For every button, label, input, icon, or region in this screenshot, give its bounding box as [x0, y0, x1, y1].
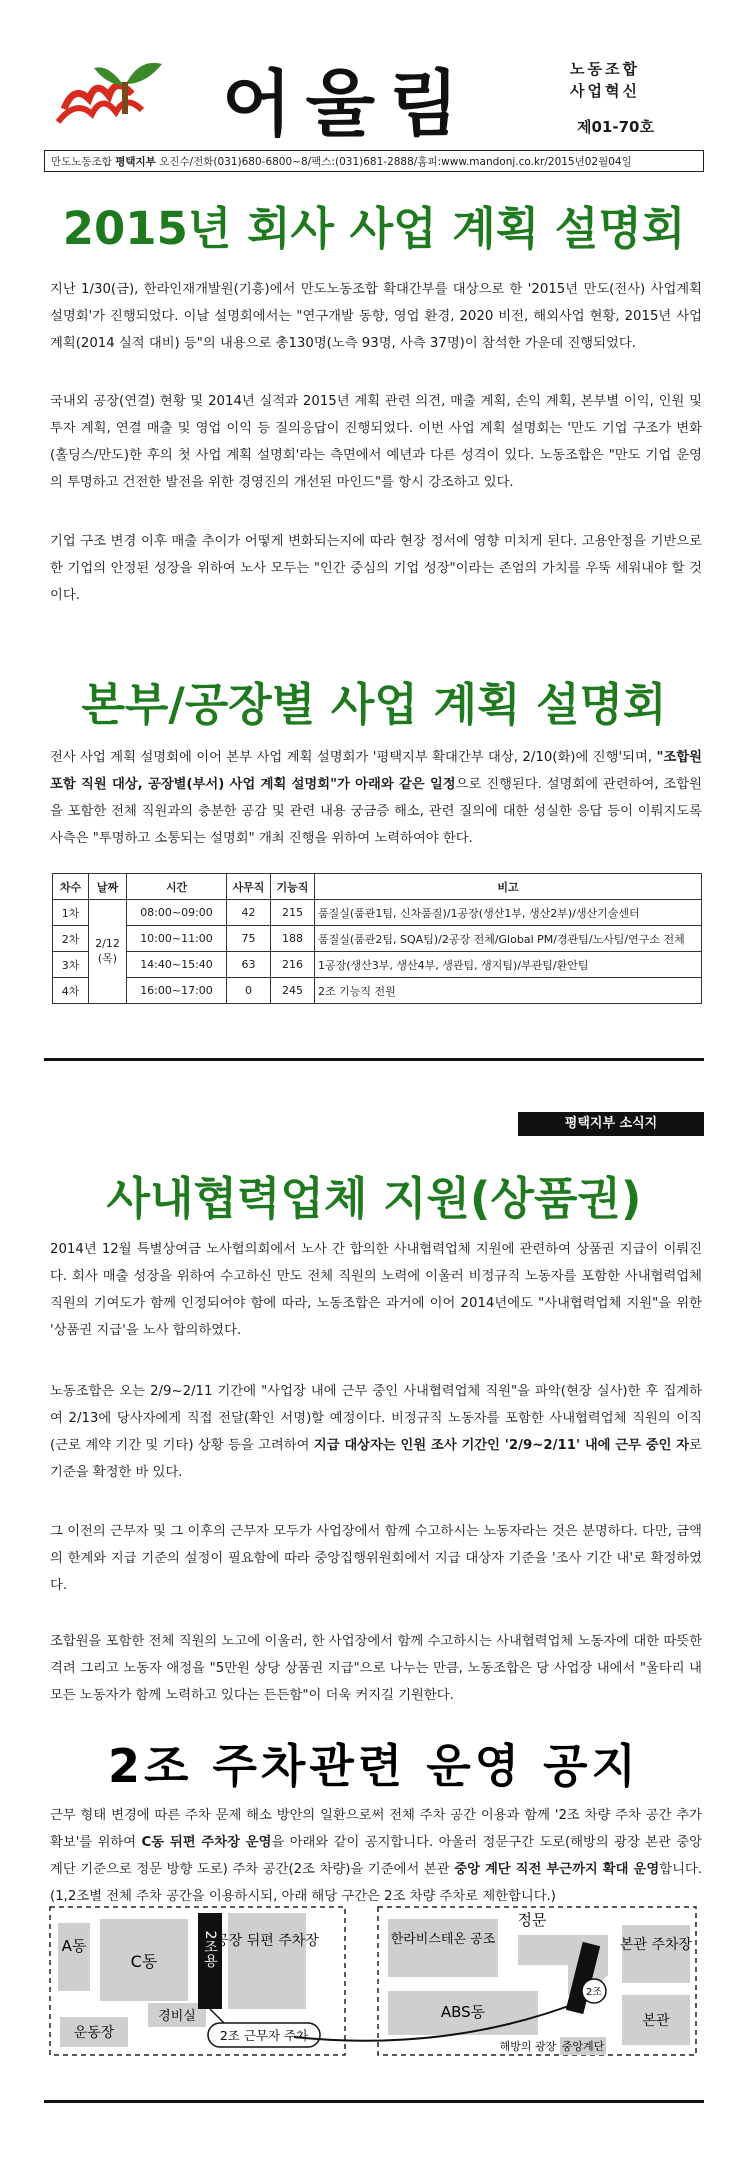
- article4-text-e: 합니다. (1,2조별 전체 주차 공간을 이용하시되, 아래 해당 구간은 2조 차량 주차로 제한합니다.): [50, 1862, 702, 1904]
- cell-note: 품질실(품관1팀, 신차품질)/1공장(생산1부, 생산2부)/생산기술센터: [315, 900, 702, 926]
- cell-tech: 216: [271, 952, 315, 978]
- cell-note: 품질실(품관2팀, SQA팀)/2공장 전체/Global PM/경관팀/노사팀/연구소 전체: [315, 926, 702, 952]
- cell-tech: 215: [271, 900, 315, 926]
- schedule-table: [52, 873, 702, 1004]
- cell-round: 2차: [53, 926, 89, 952]
- col-header-tech: 기능직: [271, 874, 315, 900]
- col-header-office: 사무직: [227, 874, 271, 900]
- factory-back-parking: [228, 1913, 306, 2009]
- a-dong-label: A동: [61, 1937, 87, 1955]
- col-header-date: 날짜: [89, 874, 127, 900]
- cell-office: 42: [227, 900, 271, 926]
- halla-building: [388, 1919, 498, 1977]
- branch-name: 평택지부: [115, 156, 156, 168]
- article1-paragraph-1: 지난 1/30(금), 한라인재개발원(기흥)에서 만도노동조합 확대간부를 대상으로 한 '2015년 만도(전사) 사업계획 설명회'가 진행되었다. 이날 설명회에서는 "연구개발 동향, 영업 환경, 2020 비전, 해외사업 현황, 2015년 사업 계획(2014 실적 대비) 등"의 내용으로 총130명(노측 93명, 사측 37명)이 참석한 가운데 진행되었다.: [50, 282, 702, 351]
- article3-paragraph-2: [50, 1378, 702, 1486]
- article2-text-a: 전사 사업 계획 설명회에 이어 본부 사업 계획 설명회가 '평택지부 확대간부 대상, 2/10(화)에 진행'되며,: [50, 750, 657, 765]
- article1-paragraph-3: 기업 구조 변경 이후 매출 추이가 어떻게 변화되는지에 따라 현장 정서에 영향 미치게 된다. 고용안정을 기반으로 한 기업의 안정된 성장을 위하여 노사 모두는 "인간 중심의 기업 성장"이라는 존엄의 가치를 우뚝 세워내야 할 것이다.: [50, 534, 702, 603]
- callout-label: 2조 근무자 주차: [219, 2028, 309, 2043]
- article4-text-a: 근무 형태 변경에 따른 주차 문제 해소 방안의 일환으로써 전체 주차 공간 이용과 함께 '2조 차량 주차 공간 추가 확보'를 위하여: [50, 1808, 702, 1850]
- hq-parking: [622, 1925, 690, 1983]
- article3-paragraph-3: 그 이전의 근무자 및 그 이후의 근무자 모두가 사업장에서 함께 수고하시는 노동자라는 것은 분명하다. 다만, 금액의 한계와 지급 기준의 설정이 필요함에 따라 중앙집행위원회에서 지급 대상자 기준을 '조사 기간 내'로 확정하였다.: [50, 1524, 702, 1593]
- section-badge: 평택지부 소식지: [518, 1112, 704, 1136]
- table-row: [53, 952, 702, 978]
- article3-text-a: 노동조합은 오는 2/9~2/11 기간에 "사업장 내에 근무 중인 사내협력업체 직원"을 파악(현장 실사)한 후 집계하여 2/13에 당사자에게 직접 전달(확인 서명)할 예정이다. 비정규직 노동자를 포함한 사내협력업체 직원의 이직(근로 계약 기간 및 기타) 상황 등을 고려하여: [50, 1384, 702, 1453]
- factory-back-label: 공장 뒤편 주차장: [215, 1933, 319, 1949]
- article1-paragraph-2: 국내외 공장(연결) 현황 및 2014년 실적과 2015년 계획 관련 의견, 매출 계획, 손익 계획, 본부별 이익, 인원 및 투자 계획, 연결 매출 및 영업 이익 등 질의응답이 진행되었다. 이번 사업 계획 설명회는 '만도 기업 구조가 변화(홀딩스/만도)한 후의 첫 사업 계획 설명회'라는 측면에서 예년과 다른 성격이 있다. 노동조합은 "만도 기업 운영의 투명하고 건전한 발전을 위한 경영진의 개선된 마인드"를 항시 강조하고 있다.: [50, 394, 702, 490]
- masthead: [42, 40, 702, 146]
- article3-paragraph-4: 조합원을 포함한 전체 직원의 노고에 이울러, 한 사업장에서 함께 수고하시는 사내협력업체 노동자에 대한 따뜻한 격려 그리고 노동자 애정을 "5만원 상당 상품권 지급"으로 나누는 만큼, 노동조합은 당 사업장 내에서 "울타리 내 모든 노동자가 함께 노력하고 있다는 든든함"이 더욱 커지길 기원한다.: [50, 1634, 702, 1703]
- halla-label: 한라비스테온 공조: [390, 1932, 496, 1947]
- col-header-note: 비고: [315, 874, 702, 900]
- article3-paragraph-1: 2014년 12월 특별상여금 노사협의회에서 노사 간 합의한 사내협력업체 지원에 관련하여 상품권 지급이 이뤄진다. 회사 매출 성장을 위하여 수고하신 만도 전체 직원의 노력에 이울러 비정규직 노동자를 포함한 사내협력업체 직원의 기여도가 함께 인정되어야 함에 따라, 노동조합은 과거에 이어 2014년에도 "사내협력업체 지원"을 위한 '상품권 지급'을 노사 합의하였다.: [50, 1242, 702, 1338]
- hq-label: 본관: [642, 2013, 670, 2029]
- cell-office: 0: [227, 978, 271, 1004]
- issue-number: 제01-70호: [577, 118, 654, 136]
- article3-text-bold: 지급 대상자는 인원 조사 기간인 '2/9~2/11' 내에 근무 중인 자: [313, 1438, 690, 1453]
- union-logo: [54, 54, 174, 134]
- cell-round: 3차: [53, 952, 89, 978]
- cell-round: 4차: [53, 978, 89, 1004]
- col-header-time: 시간: [127, 874, 227, 900]
- col-header-round: 차수: [53, 874, 89, 900]
- cell-tech: 245: [271, 978, 315, 1004]
- cell-date: [89, 900, 127, 1004]
- article4-headline: 2조 주차관련 운영 공지: [108, 1739, 640, 1793]
- a-dong-building: [58, 1923, 90, 1991]
- plaza-label: 해방의 광장: [499, 2040, 557, 2053]
- cell-note: 2조 기능직 전원: [315, 978, 702, 1004]
- union-name: 만도노동조합: [51, 156, 112, 168]
- date-day: (목): [97, 952, 118, 965]
- table-row: [53, 926, 702, 952]
- newsletter-title: 어울림: [222, 62, 473, 146]
- contact-info: 오진수/전화(031)680-6800~8/팩스:(031)681-2888/홈피:www.mandonj.co.kr/2015년02월04일: [159, 156, 632, 168]
- cell-office: 75: [227, 926, 271, 952]
- two-jo-marker-label: 2조: [585, 1987, 603, 1998]
- article4-text-c: 을 아래와 같이 공지합니다. 아울러 정문구간 도로(해방의 광장 본관 중앙 계단 기준으로 정문 방향 도로) 주차 공간(2조 차량)을 기준에서 본관: [50, 1835, 702, 1877]
- cell-round: 1차: [53, 900, 89, 926]
- date-value: 2/12: [95, 937, 120, 950]
- article3-text-c: 로 기준을 확정한 바 있다.: [50, 1438, 702, 1480]
- parking-map: [48, 1905, 700, 2057]
- section-divider: [44, 1058, 704, 1061]
- masthead-subtitle-2: 사업혁신: [570, 82, 640, 100]
- cell-time: 10:00~11:00: [127, 926, 227, 952]
- central-stairs-label: 중앙계단: [561, 2040, 605, 2053]
- cell-time: 14:40~15:40: [127, 952, 227, 978]
- cell-tech: 188: [271, 926, 315, 952]
- article2-headline: 본부/공장별 사업 계획 설명회: [81, 678, 667, 731]
- footer-divider: [44, 2100, 704, 2103]
- callout-pointer: [210, 2009, 224, 2023]
- article4-text-bold-1: C동 뒤편 주차장 운영: [141, 1835, 272, 1850]
- abs-label: ABS동: [440, 2003, 486, 2021]
- table-row: [53, 978, 702, 1004]
- cell-time: 16:00~17:00: [127, 978, 227, 1004]
- article3-headline: 사내협력업체 지원(상품권): [106, 1172, 642, 1225]
- table-row: [53, 900, 702, 926]
- table-header-row: [53, 874, 702, 900]
- hq-parking-label: 본관 주차장: [619, 1937, 693, 1953]
- article1-headline: 2015년 회사 사업 계획 설명회: [62, 202, 686, 255]
- article4-text-bold-2: 중앙 계단 직전 부근까지 확대 운영: [454, 1862, 660, 1877]
- cell-note: 1공장(생산3부, 생산4부, 생관팀, 생지팀)/부관팀/환안팀: [315, 952, 702, 978]
- two-jo-only-label: 2조용: [202, 1930, 218, 1968]
- article2-text-c: 으로 진행된다. 설명회에 관련하여, 조합원을 포함한 전체 직원과의 충분한 공감 및 관련 내용 궁금증 해소, 관련 질의에 대한 성실한 응답 등이 이뤄지도록 사측은 "투명하고 소통되는 설명회" 개최 진행을 위하여 노력하여야 한다.: [50, 777, 702, 846]
- main-gate-label: 정문: [517, 1911, 547, 1929]
- guard-label: 경비실: [158, 2009, 196, 2024]
- masthead-subtitle-1: 노동조합: [570, 60, 640, 78]
- cell-time: 08:00~09:00: [127, 900, 227, 926]
- field-label: 운동장: [73, 2025, 115, 2041]
- c-dong-label: C동: [130, 1952, 158, 1971]
- publisher-info-bar: [44, 150, 704, 172]
- article4-paragraph-1: [50, 1802, 702, 1910]
- cell-office: 63: [227, 952, 271, 978]
- article2-paragraph-1: [50, 744, 702, 852]
- article2-text-bold: "조합원 포함 직원 대상, 공장별(부서) 사업 계획 설명회"가 아래와 같은 일정: [50, 750, 702, 792]
